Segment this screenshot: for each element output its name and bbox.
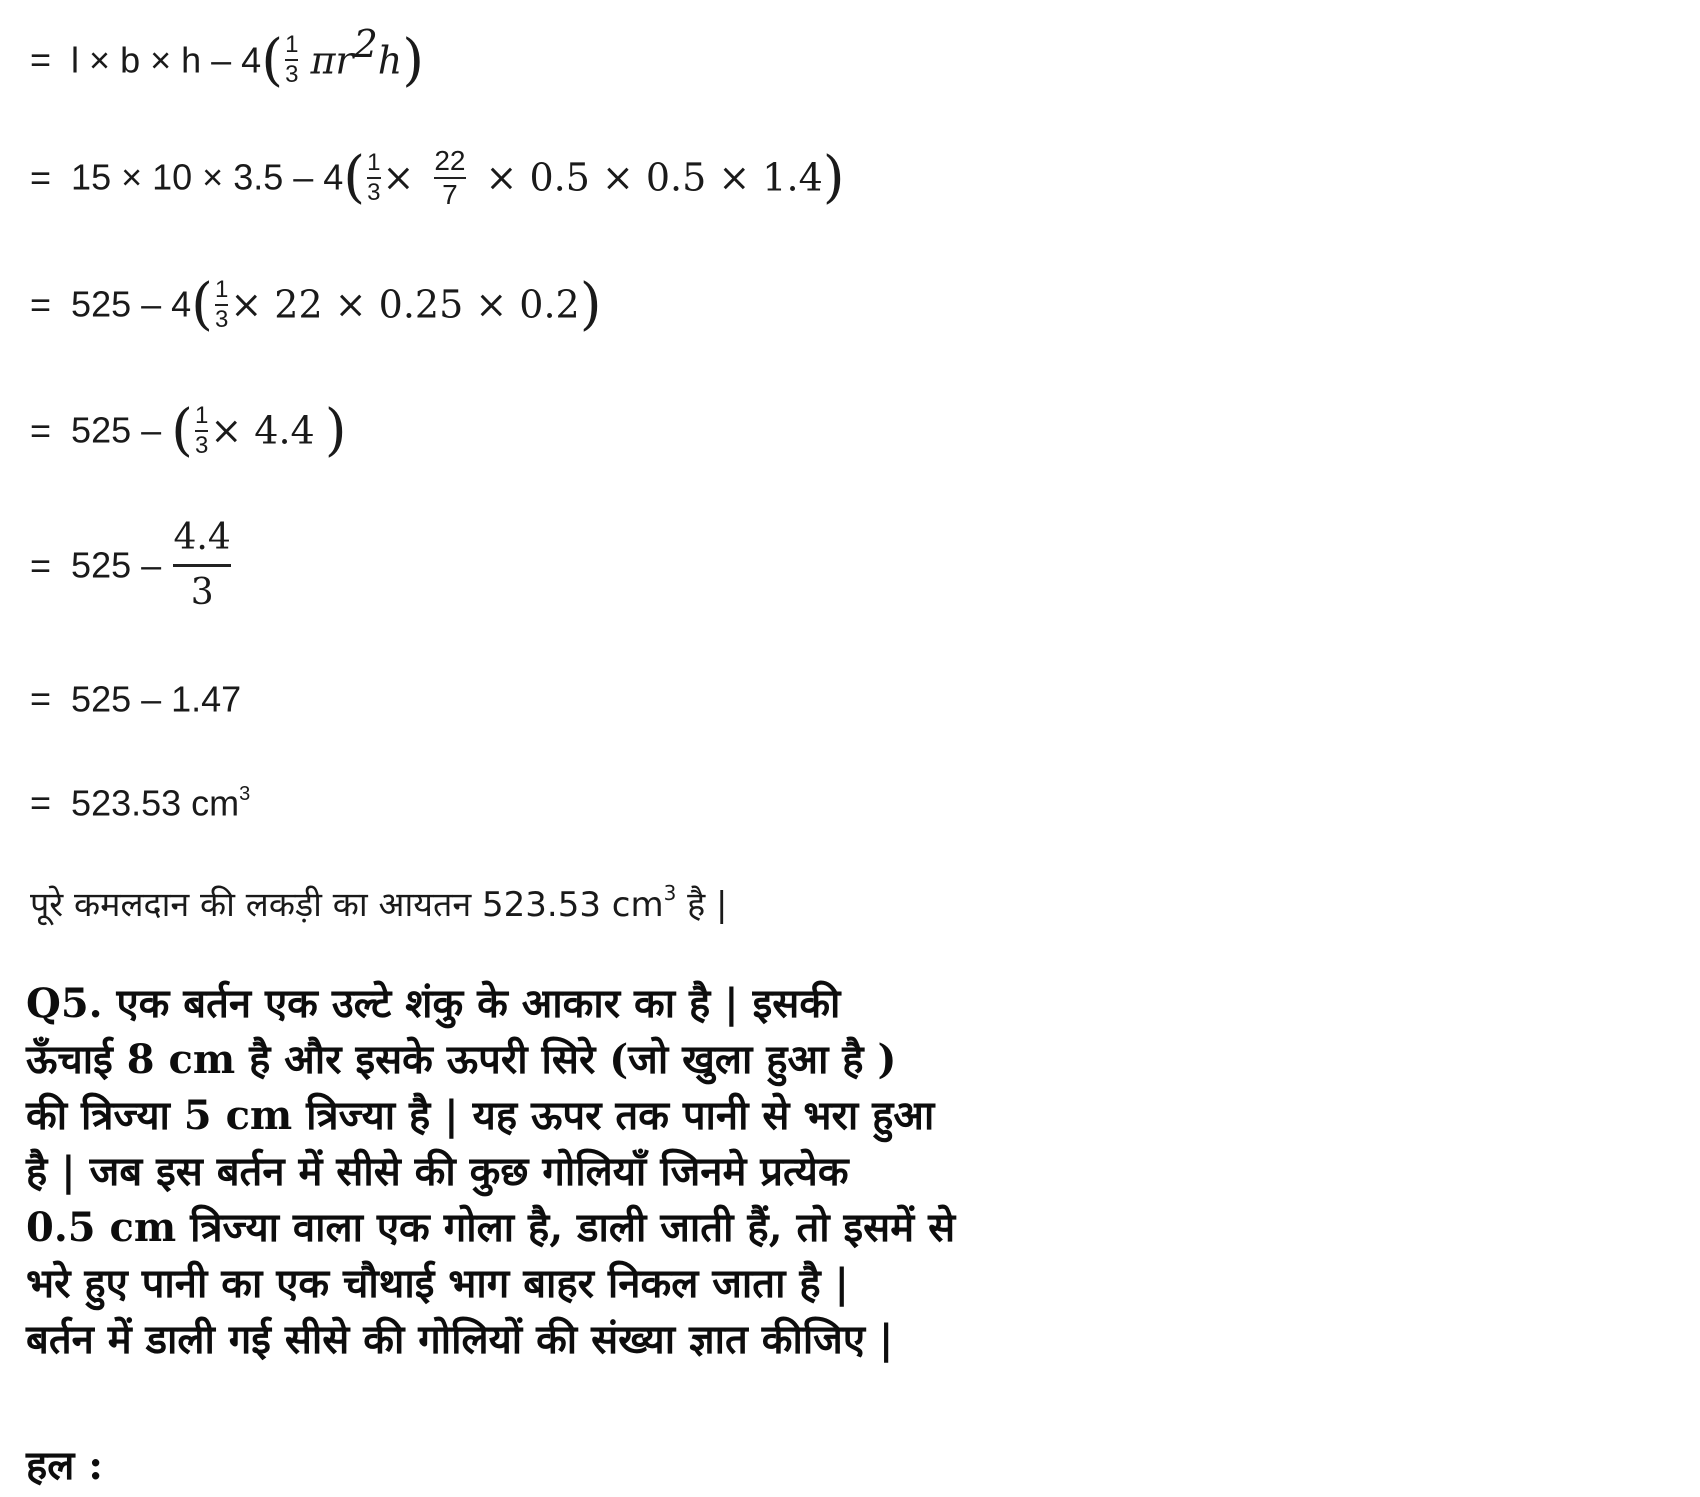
step-expression: 525 – 1.47 <box>71 678 242 720</box>
equals-sign: = <box>30 156 52 198</box>
open-paren: ( <box>191 272 214 337</box>
step-expression: l × b × h – 4 <box>71 39 262 81</box>
equals-sign: = <box>30 782 52 824</box>
question-line: की त्रिज्या 5 cm त्रिज्या है | यह ऊपर तक पानी से भरा हुआ <box>26 1092 935 1139</box>
conclusion-line <box>30 880 727 926</box>
fraction: $\frac{1}{3}$ <box>367 148 381 206</box>
pi-r-term: πr <box>310 38 354 83</box>
equals-sign: = <box>30 678 52 720</box>
open-paren: ( <box>261 27 284 93</box>
step-expression: 523.53 cm <box>71 782 240 824</box>
question-q5 <box>26 976 1626 1368</box>
step-expression: 15 × 10 × 3.5 – 4 <box>71 156 344 198</box>
superscript: 3 <box>239 783 251 805</box>
question-line: बर्तन में डाली गई सीसे की गोलियों की संख्या ज्ञात कीजिए | <box>26 1316 894 1363</box>
question-line: ऊँचाई 8 cm है और इसके ऊपरी सिरे (जो खुला हुआ है ) <box>26 1036 897 1083</box>
close-paren: ) <box>324 398 347 463</box>
conclusion-text: पूरे कमलदान की लकड़ी का आयतन 523.53 cm <box>30 885 664 925</box>
equation-step-4 <box>30 398 347 463</box>
step-expression: 525 – 4 <box>71 283 192 325</box>
fraction: $\frac{1}{3}$ <box>215 275 229 333</box>
equation-step-5 <box>30 517 233 613</box>
equation-step-3 <box>30 272 602 337</box>
equals-sign: = <box>30 283 52 325</box>
equals-sign: = <box>30 544 52 586</box>
solution-label: हल : <box>26 1442 104 1489</box>
equation-step-1 <box>30 22 424 93</box>
conclusion-end: है | <box>676 885 728 925</box>
close-paren: ) <box>579 272 602 337</box>
close-paren: ) <box>822 145 845 210</box>
superscript: 3 <box>663 881 677 906</box>
step-expression: 525 – <box>71 409 162 451</box>
exponent: 2 <box>353 22 378 66</box>
fraction: $\frac{1}{3}$ <box>195 401 209 459</box>
open-paren: ( <box>343 145 366 210</box>
question-line: भरे हुए पानी का एक चौथाई भाग बाहर निकल जाता है | <box>26 1260 850 1307</box>
equation-step-2 <box>30 145 845 210</box>
question-line: है | जब इस बर्तन में सीसे की कुछ गोलियाँ जिनमे प्रत्येक <box>26 1148 849 1195</box>
height-term: h <box>377 38 403 83</box>
equals-sign: = <box>30 39 52 81</box>
close-paren: ) <box>402 27 425 93</box>
equation-step-6 <box>30 676 241 720</box>
step-expression: × 22 × 0.25 × 0.2 <box>230 282 580 327</box>
fraction: $\frac{22}{7}$ <box>434 144 466 210</box>
fraction: $\frac{1}{3}$ <box>285 31 299 89</box>
step-expression: × 0.5 × 0.5 × 1.4 <box>485 155 823 200</box>
step-expression: × 4.4 <box>210 408 315 453</box>
question-line: Q5. एक बर्तन एक उल्टे शंकु के आकार का है | इसकी <box>26 980 841 1027</box>
open-paren: ( <box>171 398 194 463</box>
fraction: $\frac{4.4}{3}$ <box>173 517 231 613</box>
times-sign: × <box>382 155 415 200</box>
question-line: 0.5 cm त्रिज्या वाला एक गोला है, डाली जाती हैं, तो इसमें से <box>26 1204 956 1251</box>
equals-sign: = <box>30 409 52 451</box>
step-expression: 525 – <box>71 544 162 586</box>
equation-step-7 <box>30 780 250 824</box>
